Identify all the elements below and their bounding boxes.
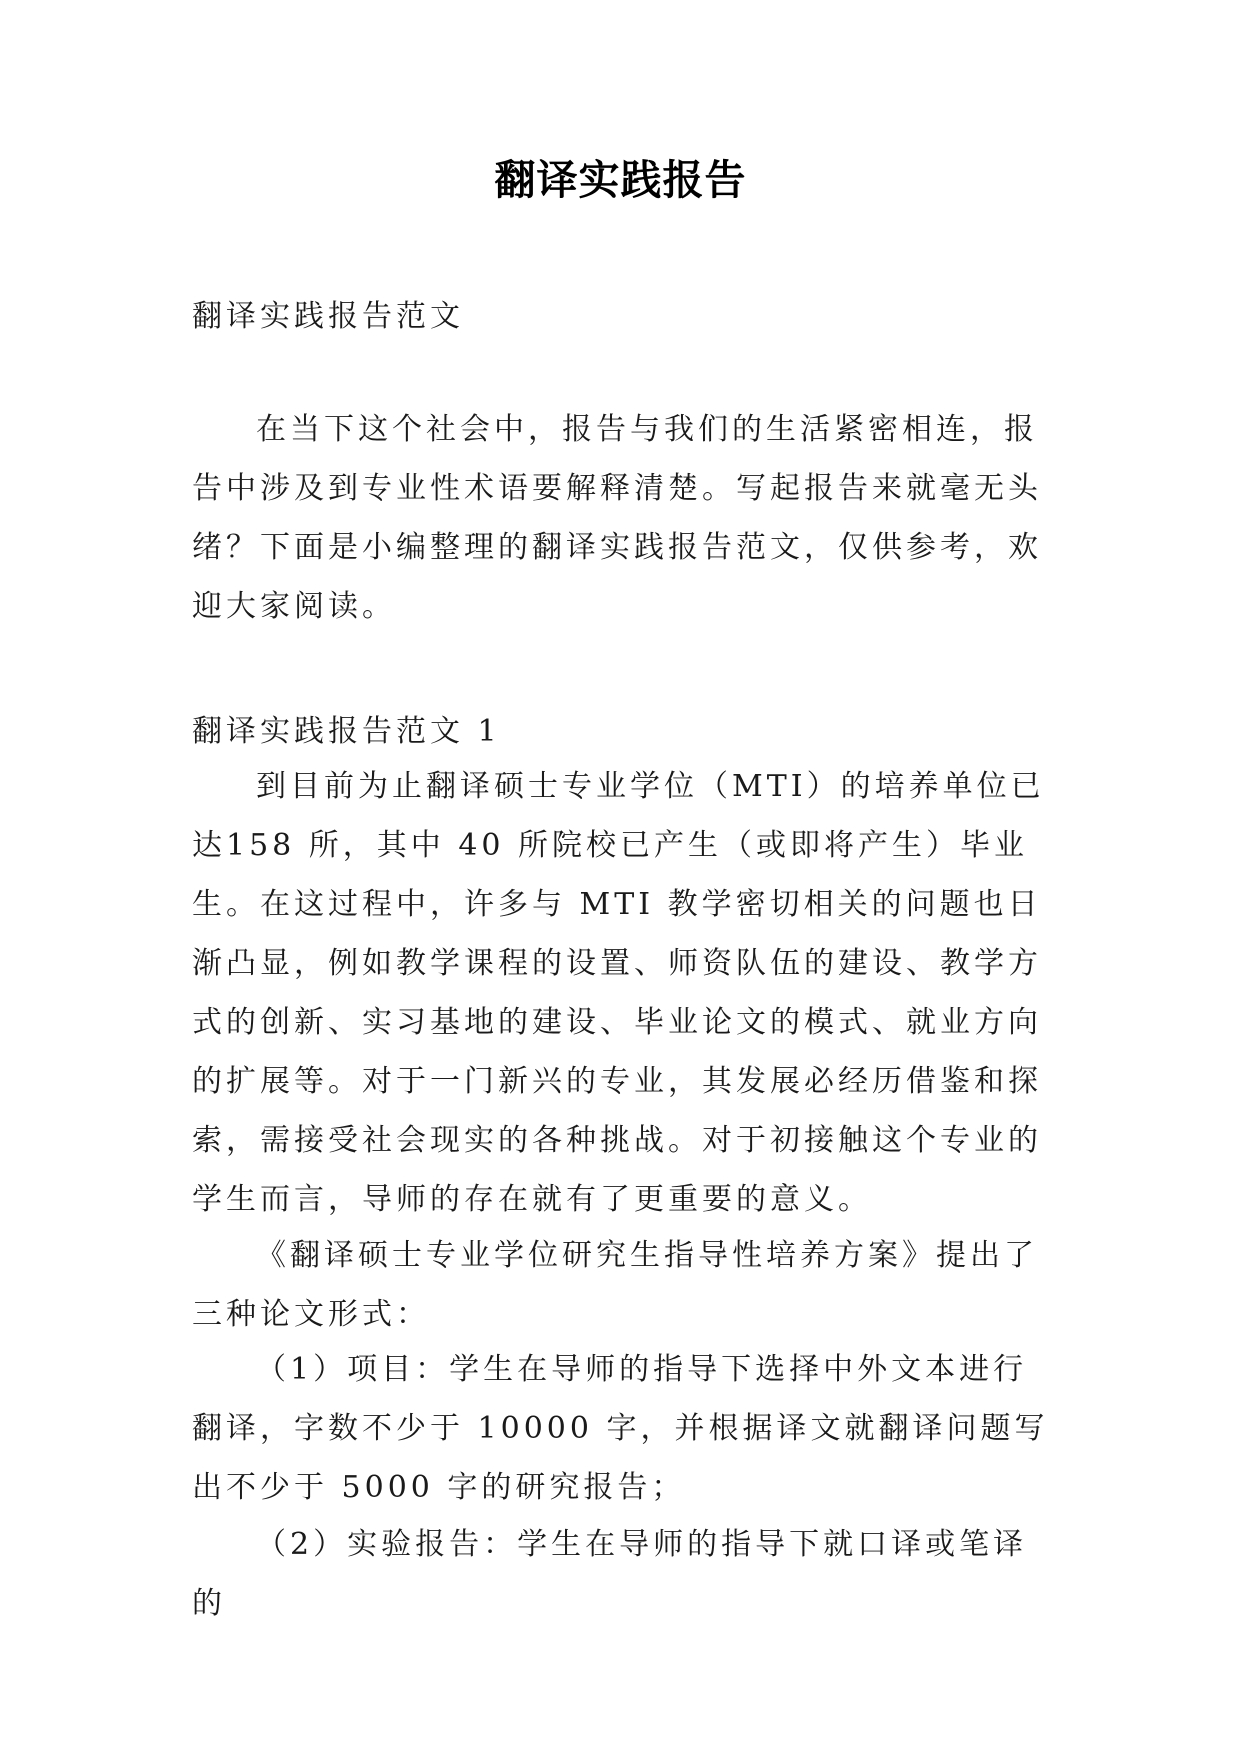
list-item-paragraph: （1）项目：学生在导师的指导下选择中外文本进行翻译，字数不少于 10000 字，并根据译文就翻译问题写出不少于 5000 字的研究报告； bbox=[192, 1352, 1049, 1505]
section-heading: 翻译实践报告范文 1 bbox=[192, 714, 501, 749]
body-paragraph: 到目前为止翻译硕士专业学位（MTI）的培养单位已达158 所，其中 40 所院校已产生（或即将产生）毕业生。在这过程中，许多与 MTI 教学密切相关的问题也日渐凸显，例如教学课程的设置、师资队伍的建设、教学方式的创新、实习基地的建设、毕业论文的模式、就业方向的扩展等。对于一门新兴的专业，其发展必经历借鉴和探索，需接受社会现实的各种挑战。对于初接触这个专业的学生而言，导师的存在就有了更重要的意义。 bbox=[192, 769, 1045, 1217]
document-title: 翻译实践报告 bbox=[494, 156, 747, 204]
intro-paragraph: 在当下这个社会中，报告与我们的生活紧密相连，报告中涉及到专业性术语要解释清楚。写起报告来就毫无头绪？下面是小编整理的翻译实践报告范文，仅供参考，欢迎大家阅读。 bbox=[192, 412, 1042, 624]
body-paragraph: 《翻译硕士专业学位研究生指导性培养方案》提出了三种论文形式： bbox=[192, 1238, 1038, 1332]
document-subtitle: 翻译实践报告范文 bbox=[192, 299, 464, 334]
list-item-paragraph: （2）实验报告：学生在导师的指导下就口译或笔译的 bbox=[192, 1527, 1028, 1621]
